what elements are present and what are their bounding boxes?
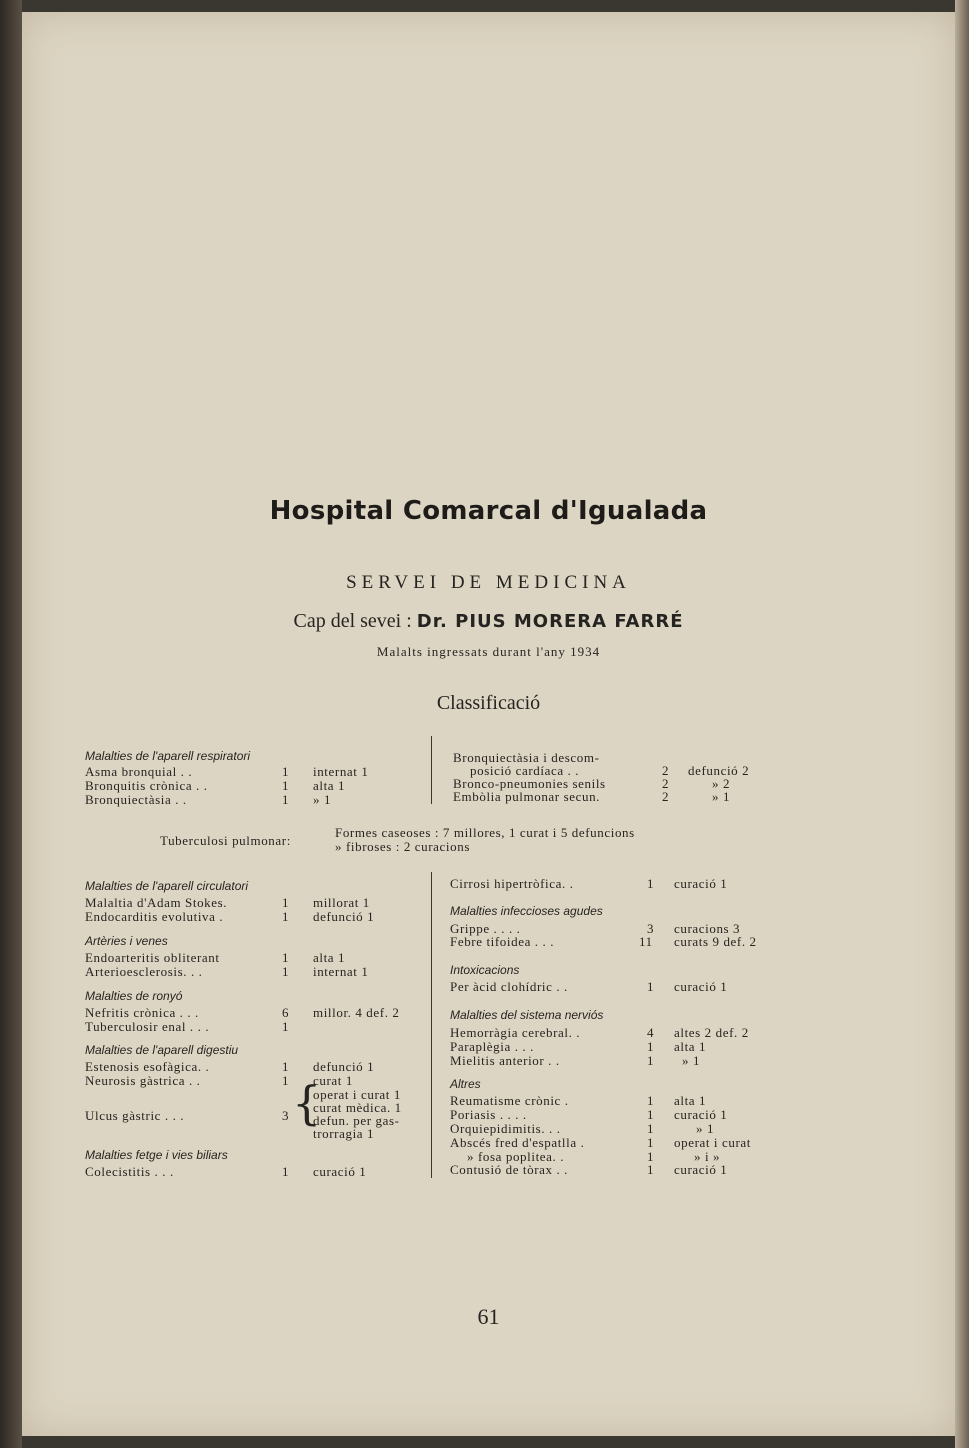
table-row: Hemorràgia cerebral. . [450, 1025, 581, 1040]
table-cell-result: curacions 3 [674, 921, 741, 936]
table-cell-n: 1 [282, 1019, 290, 1034]
table-cell-result: alta 1 [674, 1039, 707, 1054]
table-row: » fosa poplitea. . [467, 1149, 565, 1164]
table-cell-result: » 1 [712, 789, 731, 804]
table-cell-result: » 1 [696, 1121, 715, 1136]
table-cell-n: 1 [647, 1121, 655, 1136]
table-cell-n: 1 [647, 979, 655, 994]
table-cell-result: alta 1 [674, 1093, 707, 1108]
book-spine [0, 0, 22, 1448]
table-cell-n: 3 [647, 921, 655, 936]
altres-title: Altres [450, 1077, 481, 1091]
table-row: Contusió de tòrax . . [450, 1162, 569, 1177]
table-cell-result: millor. 4 def. 2 [313, 1005, 400, 1020]
table-cell-n: 1 [647, 1107, 655, 1122]
chief-label: Cap del sevei : [293, 610, 412, 632]
table-cell-n: 1 [282, 1164, 290, 1179]
table-row: Neurosis gàstrica . . [85, 1073, 201, 1088]
table-row: Abscés fred d'espatlla . [450, 1135, 585, 1150]
table-row: Asma bronquial . . [85, 764, 193, 779]
tuberculosi-label: Tuberculosi pulmonar: [160, 833, 291, 848]
table-row: Grippe . . . . [450, 921, 521, 936]
table-row: Endocarditis evolutiva . [85, 909, 224, 924]
table-row: Bronco-pneumonies senils [453, 776, 606, 791]
circulatori-title: Malalties de l'aparell circulatori [85, 879, 249, 893]
tuberculosi-line: » fibroses : 2 curacions [335, 839, 470, 854]
table-cell-result: alta 1 [313, 778, 346, 793]
table-cell-n: 1 [647, 1162, 655, 1177]
table-row: Cirrosi hipertròfica. . [450, 876, 574, 891]
table-cell-n: 1 [282, 964, 290, 979]
table-row: Per àcid clohídric . . [450, 979, 568, 994]
ronyo-title: Malalties de ronyó [85, 989, 183, 1003]
table-cell-n: 6 [282, 1005, 290, 1020]
table-cell-n: 1 [282, 778, 290, 793]
table-cell-result: curació 1 [674, 979, 728, 994]
fetge-title: Malalties fetge i vies biliars [85, 1148, 228, 1162]
nervios-title: Malalties del sistema nerviós [450, 1008, 604, 1022]
respiratori-title: Malalties de l'aparell respiratori [85, 749, 251, 763]
table-row: Bronquiectàsia i descom- [453, 750, 600, 765]
digestiu-title: Malalties de l'aparell digestiu [85, 1043, 239, 1057]
table-cell-n: 1 [647, 1093, 655, 1108]
arteries-title: Artèries i venes [85, 934, 168, 948]
table-cell-n: 4 [647, 1025, 655, 1040]
table-cell-n: 1 [282, 1073, 290, 1088]
table-cell-n: 1 [282, 909, 290, 924]
table-row: Orquiepidimitis. . . [450, 1121, 561, 1136]
table-cell-result: curació 1 [674, 876, 728, 891]
table-cell-n: 1 [282, 1059, 290, 1074]
table-row: Bronquiectàsia . . [85, 792, 187, 807]
table-cell-n: 1 [647, 876, 655, 891]
tuberculosi-line: Formes caseoses : 7 millores, 1 curat i 5 defuncions [335, 825, 635, 840]
table-cell-n: 1 [282, 895, 290, 910]
table-row: Febre tifoidea . . . [450, 934, 555, 949]
table-cell-n: 1 [647, 1149, 655, 1164]
chief-line [22, 610, 955, 633]
table-cell-n: 3 [282, 1108, 290, 1123]
table-row: Embòlia pulmonar secun. [453, 789, 601, 804]
brace-glyph: { [292, 1076, 322, 1130]
chief-name: Dr. PIUS MORERA FARRÉ [416, 611, 684, 632]
table-row: Poriasis . . . . [450, 1107, 527, 1122]
table-row: Tuberculosir enal . . . [85, 1019, 210, 1034]
table-cell-result: internat 1 [313, 764, 369, 779]
table-cell-result: millorat 1 [313, 895, 370, 910]
table-cell-n: 11 [639, 934, 653, 949]
table-row: Reumatisme crònic . [450, 1093, 569, 1108]
table-cell-result: curació 1 [674, 1162, 728, 1177]
table-cell-n: 1 [282, 764, 290, 779]
table-row: Endoarteritis obliterant [85, 950, 220, 965]
table-cell-result: » 1 [313, 792, 332, 807]
table-cell-n: 1 [647, 1053, 655, 1068]
infeccioses-title: Malalties infeccioses agudes [450, 904, 603, 918]
classification-heading: Classificació [436, 692, 541, 714]
table-row: Bronquitis crònica . . [85, 778, 208, 793]
table-cell-result: defunció 1 [313, 909, 375, 924]
table-cell-result: operat i curat [674, 1135, 751, 1150]
table-row: Arterioesclerosis. . . [85, 964, 203, 979]
table-cell-n: 2 [662, 789, 670, 804]
table-cell-result: » 2 [712, 776, 731, 791]
table-cell-n: 1 [282, 950, 290, 965]
table-row: posició cardíaca . . [470, 763, 580, 778]
table-cell-result: curació 1 [674, 1107, 728, 1122]
service-heading: SERVEI DE MEDICINA [346, 572, 631, 593]
table-cell-result: curat 1 [313, 1073, 353, 1088]
table-cell-n: 1 [647, 1039, 655, 1054]
document-page [22, 12, 955, 1436]
table-cell-result: defunció 1 [313, 1059, 375, 1074]
table-cell-result: defunció 2 [688, 763, 750, 778]
table-cell-result: altes 2 def. 2 [674, 1025, 749, 1040]
table-cell-result: defun. per gas- [313, 1113, 400, 1128]
page-number: 61 [477, 1304, 500, 1329]
table-cell-result: operat i curat 1 [313, 1087, 401, 1102]
column-divider [431, 736, 432, 804]
table-row: Nefritis crònica . . . [85, 1005, 199, 1020]
page-title: Hospital Comarcal d'Igualada [269, 496, 708, 526]
admitted-line: Malalts ingressats durant l'any 1934 [376, 644, 601, 659]
table-row: Malaltia d'Adam Stokes. [85, 895, 228, 910]
table-cell-result: curació 1 [313, 1164, 367, 1179]
table-cell-result: alta 1 [313, 950, 346, 965]
column-divider [431, 872, 432, 1178]
table-cell-n: 2 [662, 763, 670, 778]
table-cell-n: 2 [662, 776, 670, 791]
table-cell-result: » 1 [682, 1053, 701, 1068]
table-cell-result: internat 1 [313, 964, 369, 979]
table-cell-n: 1 [282, 792, 290, 807]
table-row: Paraplègia . . . [450, 1039, 534, 1054]
table-row: Ulcus gàstric . . . [85, 1108, 185, 1123]
intox-title: Intoxicacions [450, 963, 520, 977]
table-cell-result: curats 9 def. 2 [674, 934, 757, 949]
table-cell-n: 1 [647, 1135, 655, 1150]
table-row: Colecistitis . . . [85, 1164, 174, 1179]
table-cell-result: trorragia 1 [313, 1126, 375, 1141]
table-cell-result: » i » [694, 1149, 721, 1164]
page-edge [955, 0, 969, 1448]
table-cell-result: curat mèdica. 1 [313, 1100, 402, 1115]
table-row: Estenosis esofàgica. . [85, 1059, 210, 1074]
table-row: Mielitis anterior . . [450, 1053, 560, 1068]
